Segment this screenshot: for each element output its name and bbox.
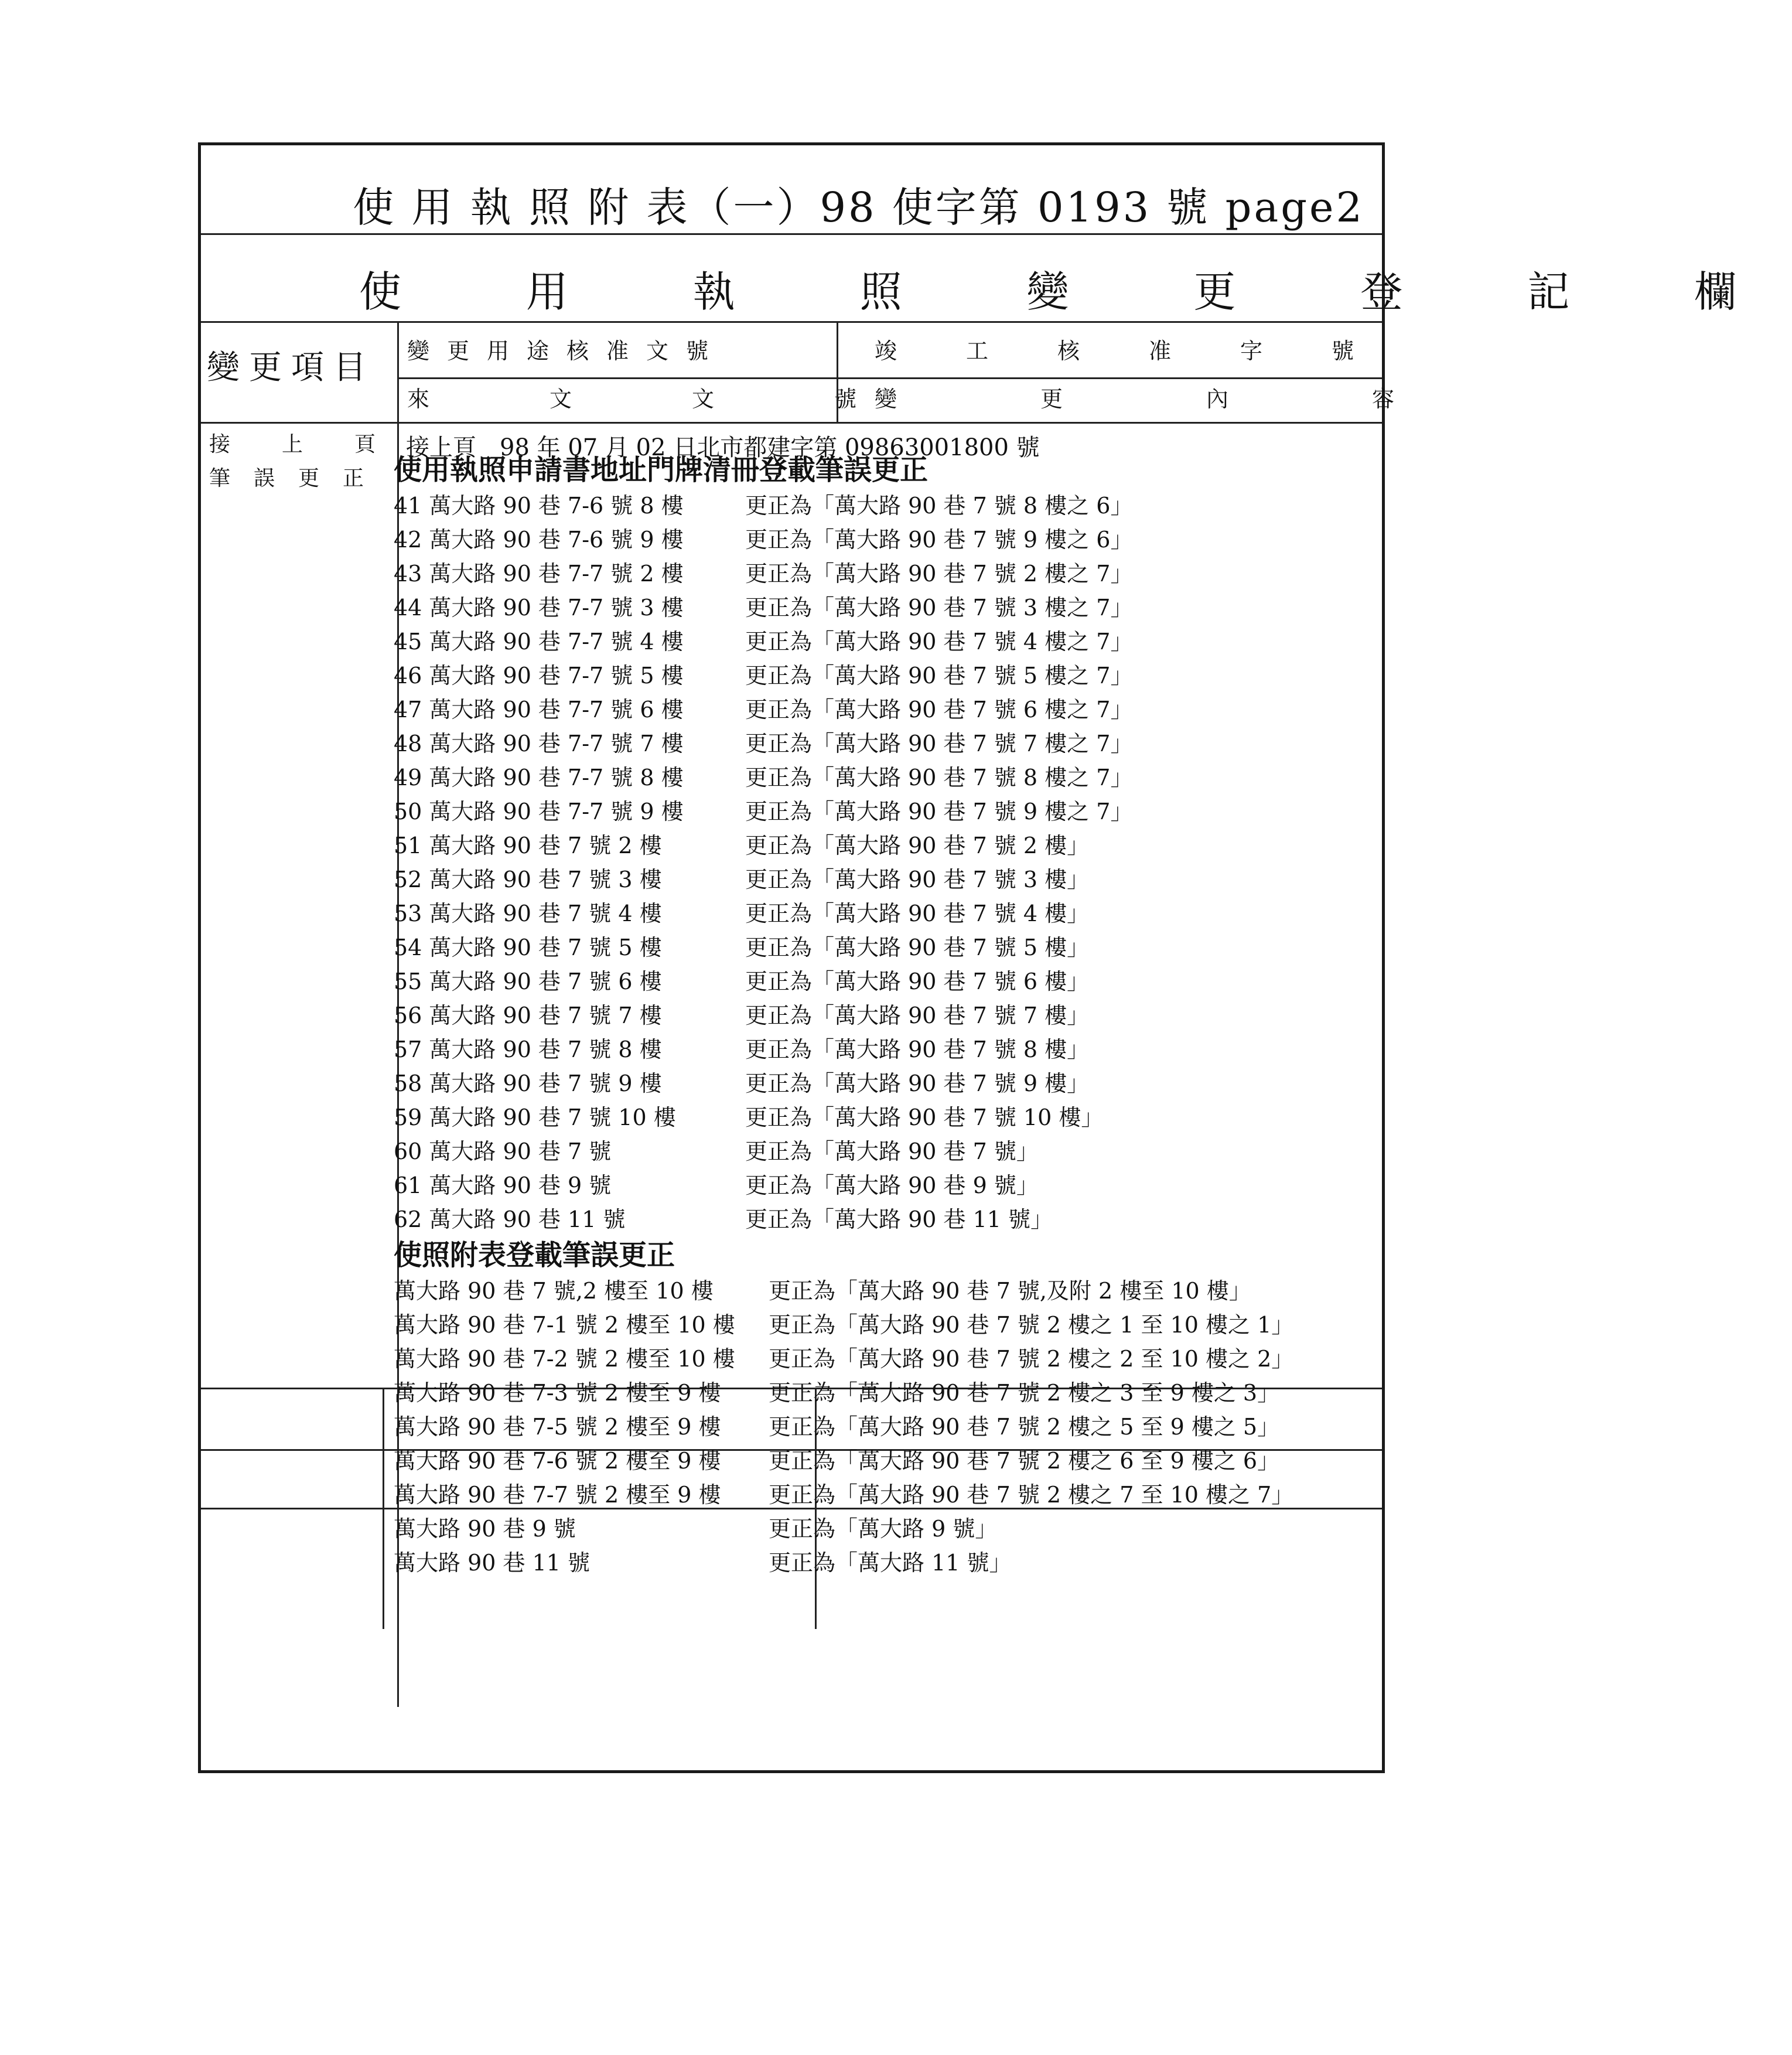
header-completion-no: 竣工核准字號	[875, 338, 1424, 364]
corrected-address: 更正為「萬大路 90 巷 7 號 3 樓之 7」	[745, 595, 1133, 621]
list-item	[394, 1066, 1293, 1100]
corrected-address: 更正為「萬大路 90 巷 7 號 10 樓」	[745, 1105, 1104, 1130]
corrected-address: 更正為「萬大路 90 巷 7 號 3 樓」	[745, 867, 1090, 892]
original-address: 萬大路 90 巷 7-7 號 2 樓至 9 樓	[394, 1482, 721, 1508]
list-item	[394, 1168, 1293, 1202]
original-address: 萬大路 90 巷 7-1 號 2 樓至 10 樓	[394, 1312, 735, 1338]
list-item	[394, 523, 1293, 557]
list-item	[394, 1202, 1293, 1236]
original-address: 萬大路 90 巷 7-5 號 2 樓至 9 樓	[394, 1414, 721, 1440]
original-address: 55 萬大路 90 巷 7 號 6 樓	[394, 969, 662, 994]
corrected-address: 更正為「萬大路 90 巷 7 號 2 樓」	[745, 833, 1090, 858]
divider	[837, 321, 838, 422]
corrected-address: 更正為「萬大路 90 巷 7 號 7 樓」	[745, 1003, 1090, 1028]
list-item	[394, 1134, 1293, 1168]
original-address: 51 萬大路 90 巷 7 號 2 樓	[394, 833, 662, 858]
corrected-address: 更正為「萬大路 90 巷 7 號」	[745, 1139, 1039, 1164]
document-title: 使 用 執 照 附 表（一）98 使字第 0193 號 page2	[353, 183, 1364, 231]
divider	[397, 377, 1382, 379]
divider	[201, 321, 1382, 323]
list-item	[394, 1512, 1293, 1546]
corrected-address: 更正為「萬大路 90 巷 7 號 8 樓」	[745, 1037, 1090, 1062]
list-item	[394, 625, 1293, 659]
original-address: 46 萬大路 90 巷 7-7 號 5 樓	[394, 663, 684, 689]
list-item	[394, 795, 1293, 829]
original-address: 萬大路 90 巷 11 號	[394, 1550, 590, 1576]
header-approval-no-text: 變更用途核准文號	[407, 338, 726, 364]
divider	[201, 233, 1382, 235]
list-item	[394, 659, 1293, 693]
list-item	[394, 1444, 1293, 1478]
original-address: 56 萬大路 90 巷 7 號 7 樓	[394, 1003, 662, 1028]
original-address: 43 萬大路 90 巷 7-7 號 2 樓	[394, 561, 684, 587]
corrected-address: 更正為「萬大路 90 巷 7 號 5 樓之 7」	[745, 663, 1133, 689]
corrected-address: 更正為「萬大路 90 巷 7 號 6 樓之 7」	[745, 697, 1133, 723]
list-item	[394, 1100, 1293, 1134]
corrected-address: 更正為「萬大路 90 巷 7 號 8 樓之 6」	[745, 493, 1133, 519]
corrected-address: 更正為「萬大路 90 巷 7 號,及附 2 樓至 10 樓」	[769, 1278, 1251, 1304]
corrected-address: 更正為「萬大路 90 巷 7 號 2 樓之 3 至 9 樓之 3」	[769, 1380, 1280, 1406]
correction-entries	[394, 451, 1293, 1580]
corrected-address: 更正為「萬大路 90 巷 7 號 2 樓之 5 至 9 樓之 5」	[769, 1414, 1280, 1440]
list-item	[394, 897, 1293, 931]
corrected-address: 更正為「萬大路 90 巷 7 號 9 樓」	[745, 1071, 1090, 1096]
original-address: 62 萬大路 90 巷 11 號	[394, 1207, 626, 1232]
original-address: 42 萬大路 90 巷 7-6 號 9 樓	[394, 527, 684, 553]
original-address: 58 萬大路 90 巷 7 號 9 樓	[394, 1071, 662, 1096]
original-address: 57 萬大路 90 巷 7 號 8 樓	[394, 1037, 662, 1062]
original-address: 萬大路 90 巷 7 號,2 樓至 10 樓	[394, 1278, 714, 1304]
corrected-address: 更正為「萬大路 90 巷 7 號 8 樓之 7」	[745, 765, 1133, 790]
corrected-address: 更正為「萬大路 11 號」	[769, 1550, 1012, 1576]
corrected-address: 更正為「萬大路 90 巷 7 號 2 樓之 2 至 10 樓之 2」	[769, 1346, 1294, 1372]
list-item	[394, 998, 1293, 1032]
corrected-address: 更正為「萬大路 90 巷 7 號 2 樓之 6 至 9 樓之 6」	[769, 1448, 1280, 1474]
list-item	[394, 1546, 1293, 1580]
header-incoming-no: 來文文號	[407, 386, 977, 412]
corrected-address: 更正為「萬大路 90 巷 11 號」	[745, 1207, 1053, 1232]
corrected-address: 更正為「萬大路 9 號」	[769, 1516, 998, 1542]
corrected-address: 更正為「萬大路 90 巷 7 號 6 樓」	[745, 969, 1090, 994]
original-address: 萬大路 90 巷 7-2 號 2 樓至 10 樓	[394, 1346, 735, 1372]
list-item	[394, 1274, 1293, 1308]
reference-line: 接上頁 98 年 07 月 02 日北市都建字第 09863001800 號	[406, 434, 1040, 461]
original-address: 45 萬大路 90 巷 7-7 號 4 樓	[394, 629, 684, 655]
list-item	[394, 863, 1293, 897]
list-item	[394, 1308, 1293, 1342]
corrected-address: 更正為「萬大路 90 巷 9 號」	[745, 1173, 1039, 1198]
list-item	[394, 1410, 1293, 1444]
corrected-address: 更正為「萬大路 90 巷 7 號 4 樓」	[745, 901, 1090, 926]
header-change-content: 變更內容	[875, 386, 1538, 412]
corrected-address: 更正為「萬大路 90 巷 7 號 2 樓之 7 至 10 樓之 7」	[769, 1482, 1294, 1508]
original-address: 47 萬大路 90 巷 7-7 號 6 樓	[394, 697, 684, 723]
original-address: 54 萬大路 90 巷 7 號 5 樓	[394, 935, 662, 960]
list-item	[394, 1376, 1293, 1410]
original-address: 52 萬大路 90 巷 7 號 3 樓	[394, 867, 662, 892]
corrected-address: 更正為「萬大路 90 巷 7 號 2 樓之 1 至 10 樓之 1」	[769, 1312, 1294, 1338]
original-address: 60 萬大路 90 巷 7 號	[394, 1139, 612, 1164]
original-address: 49 萬大路 90 巷 7-7 號 8 樓	[394, 765, 684, 790]
original-address: 53 萬大路 90 巷 7 號 4 樓	[394, 901, 662, 926]
header-approval-no	[407, 333, 858, 365]
list-item	[394, 489, 1293, 523]
section-heading-address-list: 使用執照申請書地址門牌清冊登載筆誤更正	[394, 454, 929, 486]
list-item	[394, 693, 1293, 727]
header-item-label: 變更項目	[207, 349, 376, 387]
section-heading-attachment: 使照附表登載筆誤更正	[394, 1239, 675, 1272]
original-address: 44 萬大路 90 巷 7-7 號 3 樓	[394, 595, 684, 621]
register-title: 使 用 執 照 變 更 登 記 欄	[359, 267, 1792, 316]
corrected-address: 更正為「萬大路 90 巷 7 號 7 樓之 7」	[745, 731, 1133, 756]
original-address: 萬大路 90 巷 7-6 號 2 樓至 9 樓	[394, 1448, 721, 1474]
corrected-address: 更正為「萬大路 90 巷 7 號 9 樓之 7」	[745, 799, 1133, 824]
list-item	[394, 557, 1293, 591]
list-item	[394, 829, 1293, 863]
item-label-continued: 接上頁	[209, 432, 428, 456]
list-item	[394, 965, 1293, 998]
divider	[383, 1388, 384, 1629]
section2-list	[394, 1274, 1293, 1580]
original-address: 萬大路 90 巷 7-3 號 2 樓至 9 樓	[394, 1380, 721, 1406]
corrected-address: 更正為「萬大路 90 巷 7 號 2 樓之 7」	[745, 561, 1133, 587]
corrected-address: 更正為「萬大路 90 巷 7 號 5 樓」	[745, 935, 1090, 960]
list-item	[394, 761, 1293, 795]
section1-list	[394, 489, 1293, 1236]
original-address: 50 萬大路 90 巷 7-7 號 9 樓	[394, 799, 684, 824]
list-item	[394, 1478, 1293, 1512]
divider	[201, 422, 1382, 424]
corrected-address: 更正為「萬大路 90 巷 7 號 4 樓之 7」	[745, 629, 1133, 655]
original-address: 萬大路 90 巷 9 號	[394, 1516, 576, 1542]
corrected-address: 更正為「萬大路 90 巷 7 號 9 樓之 6」	[745, 527, 1133, 553]
original-address: 59 萬大路 90 巷 7 號 10 樓	[394, 1105, 676, 1130]
original-address: 48 萬大路 90 巷 7-7 號 7 樓	[394, 731, 684, 756]
original-address: 61 萬大路 90 巷 9 號	[394, 1173, 612, 1198]
list-item	[394, 591, 1293, 625]
list-item	[394, 1342, 1293, 1376]
list-item	[394, 1032, 1293, 1066]
list-item	[394, 727, 1293, 761]
original-address: 41 萬大路 90 巷 7-6 號 8 樓	[394, 493, 684, 519]
item-label-correction: 筆誤更正	[209, 466, 388, 490]
list-item	[394, 931, 1293, 965]
